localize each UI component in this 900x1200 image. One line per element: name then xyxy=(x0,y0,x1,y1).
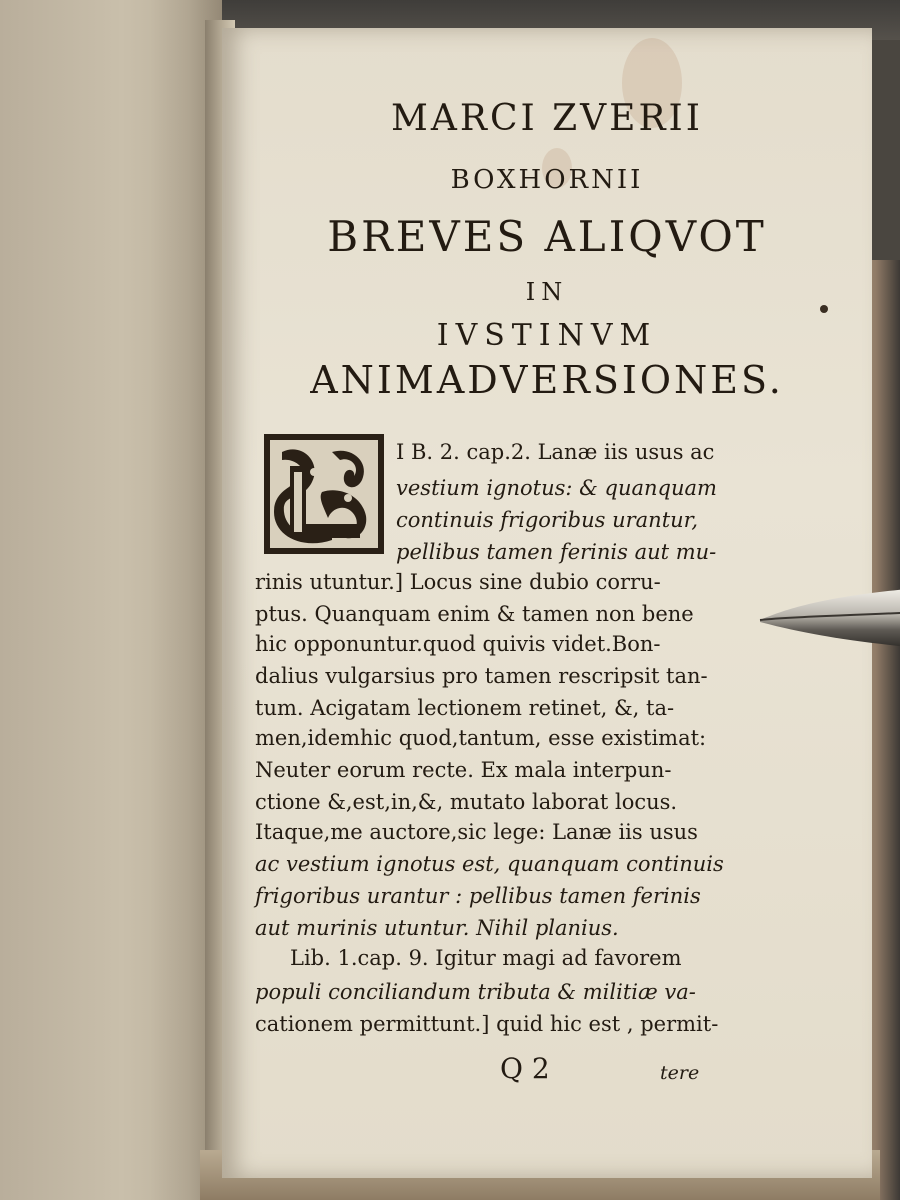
body-line: I B. 2. cap.2. Lanæ iis usus ac xyxy=(396,440,715,464)
page-speck xyxy=(820,305,828,313)
body-line: aut murinis utuntur. Nihil planius. xyxy=(255,916,619,940)
body-line: populi conciliandum tributa & militiæ va- xyxy=(255,980,696,1004)
metal-pointer-icon xyxy=(758,582,900,652)
body-line: pellibus tamen ferinis aut mu- xyxy=(396,540,717,564)
body-line: vestium ignotus: & quanquam xyxy=(396,476,717,500)
body-line: men,idemhic quod,tantum, esse existimat: xyxy=(255,726,707,750)
body-line: Lib. 1.cap. 9. Igitur magi ad favorem xyxy=(290,946,682,970)
title-preposition: IN xyxy=(525,278,569,306)
body-line: dalius vulgarsius pro tamen rescripsit tan- xyxy=(255,664,708,688)
title-final-line: ANIMADVERSIONES. xyxy=(310,358,784,402)
body-line: Neuter eorum recte. Ex mala interpun- xyxy=(255,758,672,782)
title-subject: IVSTINVM xyxy=(436,318,658,353)
body-line: ac vestium ignotus est, quanquam continuis xyxy=(255,852,724,876)
body-line: ptus. Quanquam enim & tamen non bene xyxy=(255,602,694,626)
body-line: cationem permittunt.] quid hic est , permit- xyxy=(255,1012,719,1036)
body-line: tum. Acigatam lectionem retinet, &, ta- xyxy=(255,696,675,720)
body-line: hic opponuntur.quod quivis videt.Bon- xyxy=(255,632,661,656)
ornamental-initial-l-icon xyxy=(262,432,386,556)
body-line: rinis utuntur.] Locus sine dubio corru- xyxy=(255,570,661,594)
title-main-line: BREVES ALIQVOT xyxy=(327,212,767,261)
body-line: frigoribus urantur : pellibus tamen ferinis xyxy=(255,884,701,908)
signature-mark: Q 2 xyxy=(500,1052,550,1085)
title-author-surname: BOXHORNII xyxy=(450,165,644,195)
body-line: Itaque,me auctore,sic lege: Lanæ iis usus xyxy=(255,820,698,844)
catchword: tere xyxy=(660,1062,700,1084)
body-line: ctione &,est,in,&, mutato laborat locus. xyxy=(255,790,678,814)
body-line: continuis frigoribus urantur, xyxy=(396,508,699,532)
title-author-line: MARCI ZVERII xyxy=(390,98,703,139)
